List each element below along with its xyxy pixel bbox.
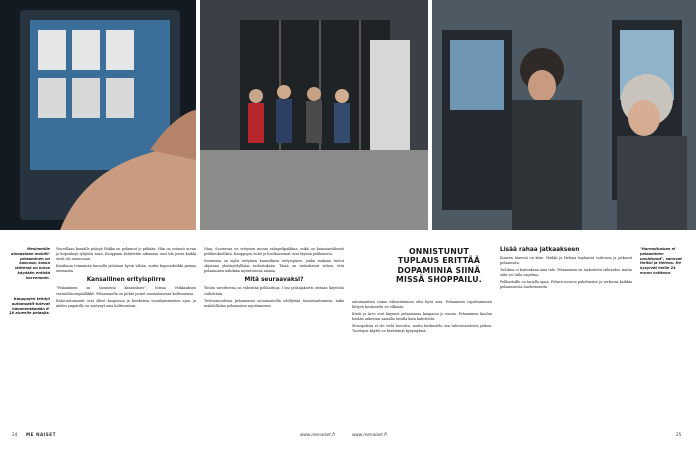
paragraph: Koneen ääressä on kiire. Heikki ja Helena tuplaavat voittonsa ja jatkavat pelaamista.	[500, 256, 632, 266]
website-url-right: www.menaiset.fi	[352, 432, 387, 437]
photo-slot-machine-hand	[0, 0, 196, 230]
paragraph: Tulevaisuudessa pelaaminen automaateilla edellyttää tunnistautumista, mikä mahdollistaa pelaamisen rajoittamisen.	[204, 298, 344, 308]
website-url-left: www.menaiset.fi	[300, 432, 335, 437]
caption-left-2: Kauppojen tehdyt automaatit tulevat hämmentämään K-18 alueelle pelaajia.	[9, 297, 50, 316]
column-1	[56, 247, 196, 311]
photo-couple-at-machines	[432, 0, 696, 230]
paragraph: Nian, Suomessa on erityisen monta rahapelipaikkaa, mikä on kansainvälisesti poikkeuksellista. Kauppojen aulat ja huoltoasemat ovat täynnä pelikoneita.	[204, 247, 344, 257]
column-2	[204, 247, 344, 311]
magazine-name: ME NAISET	[26, 432, 57, 437]
paragraph: "Pelaaminen on Suomessa kansanhuvi", toteaa Veikkauksen vastuullisuuspäällikkö. Pelaamisella on pitkät juuret suomalaisessa kulttuurissa.	[56, 286, 196, 296]
paragraph: Suomessa on myös erityinen kansallinen erityispiirre, jonka mukaan tuotot ohjataan yleishyödyllisiin tarkoituksiin. Tämä on vaikuttanut siihen, että pelaaminen nähdään myönteisenä asiana.	[204, 259, 344, 274]
paragraph: Kirsti ja Arvo ovat käyneet pelaamassa kaupassa jo vuosia. Pelaaminen kuuluu heidän arkeensa samalla tavalla kuin kahvittelu.	[352, 312, 492, 322]
paragraph: Monopolista ei ole vielä luovuttu, mutta keskustelu sen tulevaisuudesta jatkuu. Tuottojen käyttö on herättänyt kysymyksiä.	[352, 324, 492, 334]
column-4	[500, 247, 632, 293]
caption-right: "Harmoituskan ei pelaaminen unohtunut", sanovat Heikki ja Helena. He kysyivät heille 24 euron voittoon.	[640, 247, 682, 275]
pull-quote: ONNISTUNUT TUPLAUS ERITTÄÄ DOPAMIINIA SIINÄ MISSÄ SHOPPAILU.	[396, 247, 482, 285]
page-number-left: 24	[12, 432, 18, 437]
caption-left: Mesimmille ainoastaan mobiili-pelaaminen on kasvusa; koska lähtemä on kuiva käydään entistä harvemmin.	[11, 247, 50, 280]
section-heading: Kansallinen erityispiirre	[86, 277, 166, 284]
paragraph: Kesäkuun toiminnan kassalla pelataan hyvin vähän, mutta kupoonkeikki painaa enemmän.	[56, 264, 196, 274]
paragraph: Raha-automaatit ovat olleet kaupoissa ja kioskeissa vuosikymmenten ajan, ja niiden ympärille on syntynyt oma kulttuurinsa.	[56, 298, 196, 308]
paragraph: automaattien roima vähentäminen olisi hyvä asia. Pelaamisen rajoittamiseen liittyvä keskustelu on vilkasta.	[352, 300, 492, 310]
section-heading: Mitä seuraavaksi?	[244, 277, 304, 284]
paragraph: Vuorollaan kassalle pääsyä Riikka on pelannut jo pitkään. Hän on ostanut arvan ja kuponkejä tyhjiöön saan. Kauppaan kehitettiin aikanaan uusi tila joista kaikki eivät ole innoissaan.	[56, 247, 196, 262]
photo-store-shoppers	[200, 0, 428, 230]
paragraph: Yhtiön tavoitteena on vähentää pelihaittoja. Uusi pelaajakortti otetaan käyttöön vaiheittain.	[204, 286, 344, 296]
column-3	[352, 300, 492, 337]
section-heading: Lisää rahaa jatkaakseen	[500, 247, 580, 253]
paragraph: Pelihaitoille on tarjolla apua. Peluuri neuvoo puhelimitse ja verkossa kaikkia pelaamisesta huolestuneita.	[500, 280, 632, 290]
page-number-right: 25	[676, 432, 682, 437]
paragraph: Tuloksia ei kuitenkaan aina tule. Pelaaminen on tarkoitettu viihteeksi, mutta siitä voi tulla ongelma.	[500, 268, 632, 278]
